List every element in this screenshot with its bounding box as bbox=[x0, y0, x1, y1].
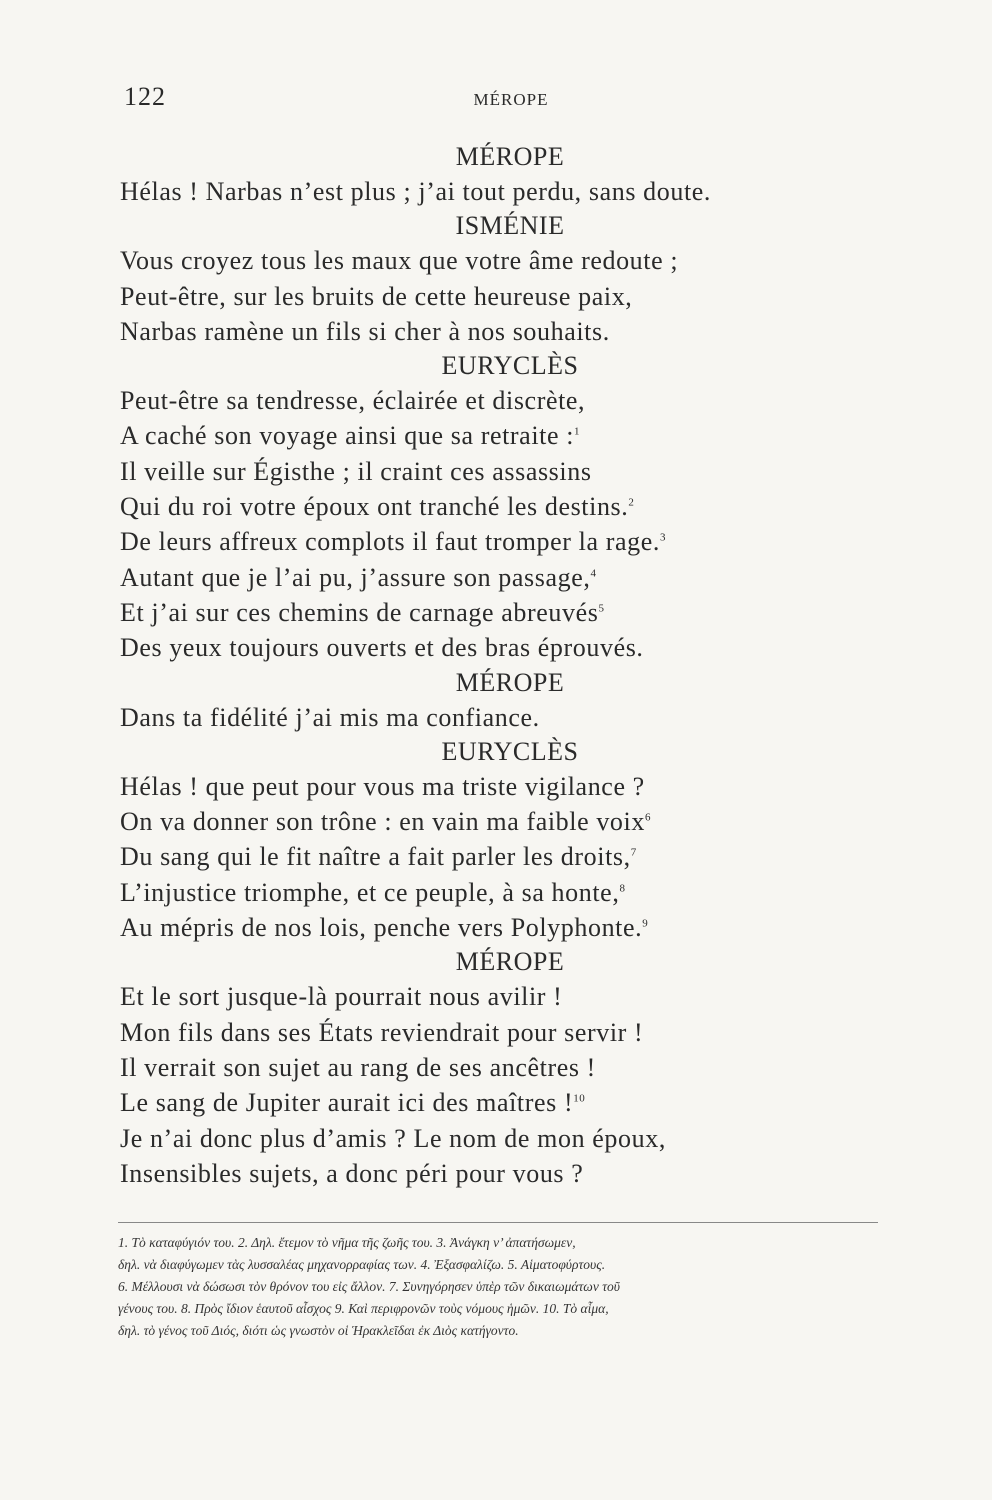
verse-line: Qui du roi votre époux ont tranché les destins.$^2$ bbox=[120, 492, 635, 522]
verse-line: Hélas ! Narbas n’est plus ; j’ai tout perdu, sans doute. bbox=[120, 177, 712, 206]
speaker-name: MÉROPE bbox=[455, 947, 565, 977]
verse-line: Je n’ai donc plus d’amis ? Le nom de mon époux, bbox=[120, 1123, 666, 1153]
verse-line: Peut-être sa tendresse, éclairée et discrète, bbox=[120, 386, 586, 416]
verse-line: Insensibles sujets, a donc péri pour vous ? bbox=[120, 1158, 584, 1188]
footnote-line: 1. Τὸ καταφύγιόν του. 2. Δηλ. ἔτεμον τὸ νῆμα τῆς ζωῆς του. 3. Ἀνάγκη ν’ ἀπατήσωμεν, bbox=[118, 1235, 576, 1250]
footnote-mark: 6 bbox=[644, 811, 652, 824]
footnote-mark: 8 bbox=[619, 882, 626, 895]
verse-line: Le sang de Jupiter aurait ici des maîtres !$^{10}$ bbox=[120, 1088, 586, 1118]
page-number: 122 bbox=[124, 82, 166, 111]
speaker-name: MÉROPE bbox=[455, 142, 565, 171]
footnote-mark: 9 bbox=[642, 917, 649, 930]
footnote-mark: 4 bbox=[590, 567, 597, 580]
verse-line: Il veille sur Égisthe ; il craint ces assassins bbox=[120, 456, 592, 486]
footnote-line: 6. Μέλλουσι νὰ δώσωσι τὸν θρόνον του εἰς ἄλλον. 7. Συνηγόρησεν ὑπὲρ τῶν δικαιωμάτων τοῦ bbox=[118, 1279, 620, 1294]
verse-line: On va donner son trône : en vain ma faible voix$^6$ bbox=[120, 807, 652, 837]
footnote-mark: 1 bbox=[574, 425, 581, 438]
speaker-name: EURYCLÈS bbox=[441, 351, 579, 381]
speaker-name: EURYCLÈS bbox=[441, 736, 579, 766]
footnote-line: δηλ. τὸ γένος τοῦ Διός, διότι ὡς γνωστὸν οἱ Ἡρακλεῖδαι ἐκ Διὸς κατήγοντο. bbox=[118, 1323, 519, 1338]
speaker-name: MÉROPE bbox=[455, 667, 565, 697]
verse-line: A caché son voyage ainsi que sa retraite :$^1$ bbox=[120, 421, 581, 451]
verse-line: Vous croyez tous les maux que votre âme redoute ; bbox=[120, 246, 679, 276]
verse-line: Et j’ai sur ces chemins de carnage abreuvés$^5$ bbox=[120, 597, 605, 627]
verse-line: Au mépris de nos lois, penche vers Polyphonte.$^9$ bbox=[120, 913, 649, 943]
verse-line: Du sang qui le fit naître a fait parler les droits,$^7$ bbox=[120, 842, 637, 872]
footnote-line: δηλ. νὰ διαφύγωμεν τὰς λυσσαλέας μηχανορραφίας των. 4. Ἐξασφαλίζω. 5. Αἱματοφύρτους. bbox=[118, 1257, 606, 1272]
verse-line: Des yeux toujours ouverts et des bras éprouvés. bbox=[120, 633, 644, 663]
footnote-mark: 10 bbox=[573, 1092, 586, 1105]
verse-line: L’injustice triomphe, et ce peuple, à sa honte,$^8$ bbox=[120, 877, 626, 907]
footnote-mark: 7 bbox=[630, 846, 637, 859]
verse-line: Mon fils dans ses États reviendrait pour servir ! bbox=[120, 1017, 644, 1047]
speaker-name: ISMÉNIE bbox=[455, 211, 565, 241]
verse-line: Et le sort jusque-là pourrait nous avilir ! bbox=[120, 982, 563, 1012]
verse-text bbox=[120, 140, 840, 1191]
verse-line: Peut-être, sur les bruits de cette heureuse paix, bbox=[120, 281, 633, 311]
verse-line: Il verrait son sujet au rang de ses ancêtres ! bbox=[120, 1052, 596, 1082]
verse-line: Hélas ! que peut pour vous ma triste vigilance ? bbox=[120, 771, 645, 801]
verse-line: Dans ta fidélité j’ai mis ma confiance. bbox=[120, 702, 540, 732]
footnotes bbox=[118, 1232, 880, 1342]
running-title: MÉROPE bbox=[473, 90, 549, 109]
verse-line: Narbas ramène un fils si cher à nos souhaits. bbox=[120, 316, 610, 346]
verse-line: De leurs affreux complots il faut tromper la rage.$^3$ bbox=[120, 527, 667, 557]
footnote-divider bbox=[118, 1222, 878, 1223]
footnote-mark: 2 bbox=[628, 496, 635, 509]
footnote-mark: 5 bbox=[598, 602, 605, 615]
verse-line: Autant que je l’ai pu, j’assure son passage,$^4$ bbox=[120, 562, 597, 592]
footnote-line: γένους του. 8. Πρὸς ἴδιον ἑαυτοῦ αἶσχος 9. Καὶ περιφρονῶν τοὺς νόμους ἡμῶν. 10. Τὸ αἷμα, bbox=[118, 1301, 609, 1316]
footnote-mark: 3 bbox=[659, 531, 667, 544]
